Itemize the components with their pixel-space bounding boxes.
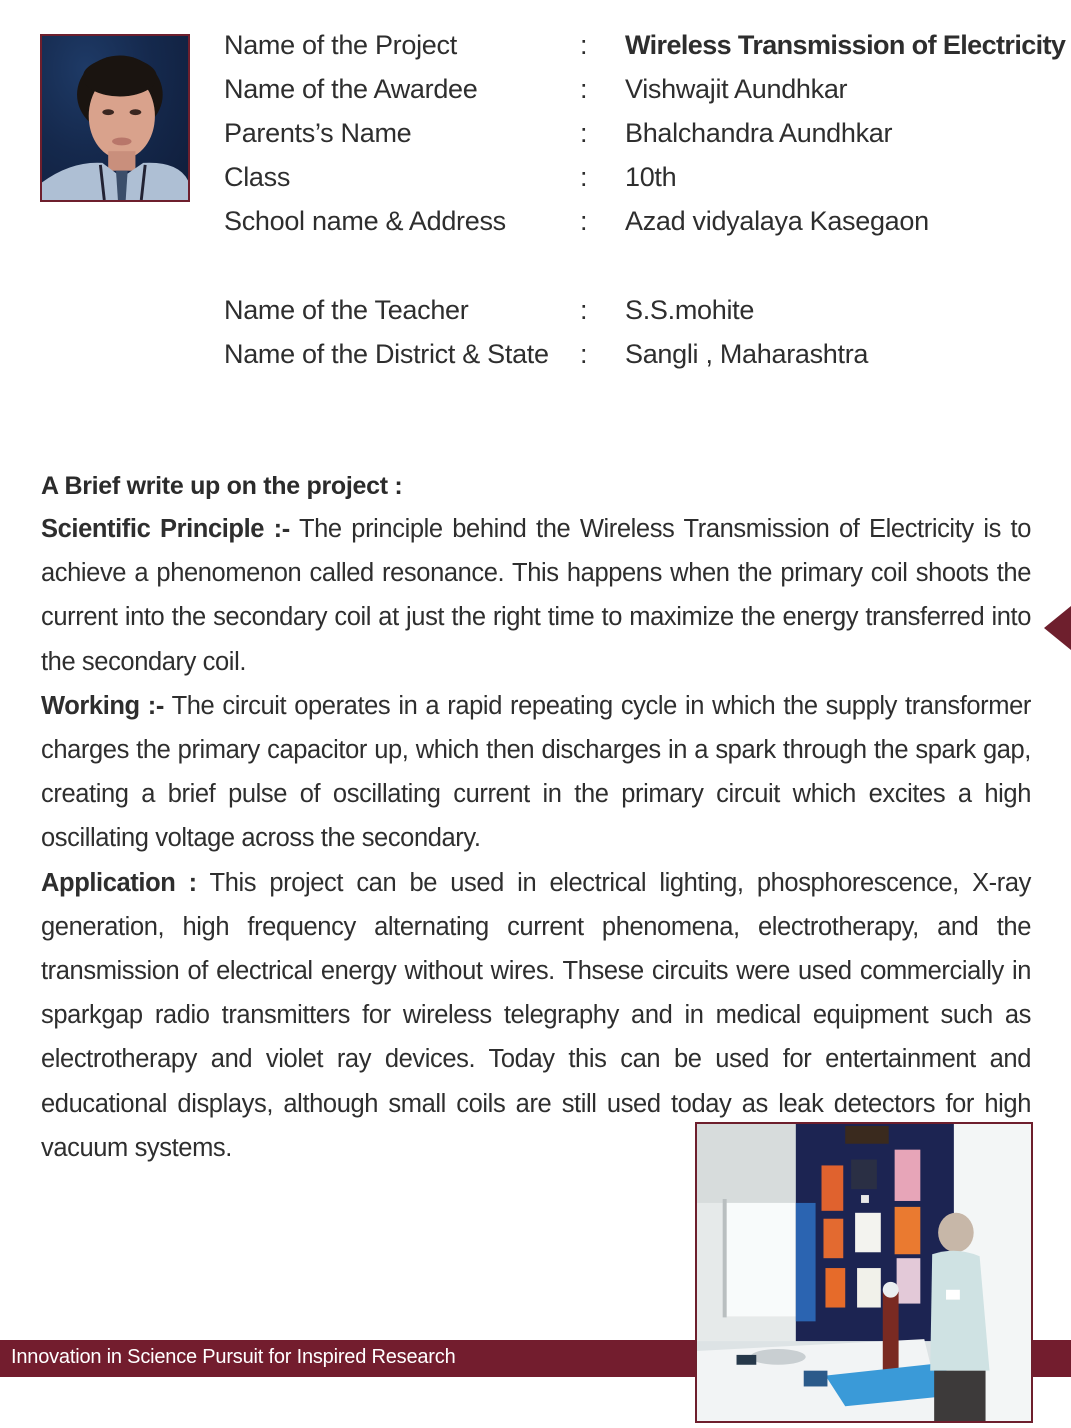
scientific-principle-paragraph — [41, 507, 1031, 684]
info-label: Class — [224, 162, 291, 192]
section-text: The circuit operates in a rapid repeating cycle in which the supply transformer charges the primary capacitor up, which then discharges in a spark through the spark gap, creating a brief pulse of oscillating current in the primary circuit which excites a high oscillating voltage across the secondary. — [41, 691, 1031, 853]
info-separator: : — [580, 118, 588, 148]
section-text: This project can be used in electrical lighting, phosphorescence, X-ray generation, high frequency alternating current phenomena, electrotherapy, and the transmission of electrical energy without wires. Thsese circuits were used commercially in sparkgap radio transmitters for wireless telegraphy and in medical equipment such as electrotherapy and violet ray devices. Today this can be used for entertainment and educational displays, although small coils are still used today as leak detectors for high vacuum systems. — [41, 868, 1031, 1162]
section-heading: Scientific Principle :- — [41, 515, 290, 543]
exhibit-image — [697, 1124, 1031, 1421]
project-brief — [41, 472, 1031, 1170]
info-separator: : — [580, 74, 588, 104]
info-label: Parents’s Name — [224, 118, 412, 148]
project-name-value: Wireless Transmission of Electricity — [625, 30, 1066, 60]
district-state-value: Sangli , Maharashtra — [625, 339, 869, 369]
info-separator: : — [580, 162, 588, 192]
awardee-name-value: Vishwajit Aundhkar — [625, 74, 848, 104]
project-exhibit-photo — [695, 1122, 1033, 1423]
info-separator: : — [580, 339, 588, 369]
parents-name-value: Bhalchandra Aundhkar — [625, 118, 893, 148]
info-separator: : — [580, 30, 588, 60]
section-text: The principle behind the Wireless Transmission of Electricity is to achieve a phenomenon called resonance. This happens when the primary coil shoots the current into the secondary coil at just the right time to maximize the energy transferred into the secondary coil. — [41, 515, 1031, 676]
footer-tagline: Innovation in Science Pursuit for Inspired Research — [11, 1346, 456, 1368]
info-separator: : — [580, 295, 588, 325]
info-label: Name of the Awardee — [224, 74, 478, 104]
class-value: 10th — [625, 162, 677, 192]
page-edge-triangle-marker — [1044, 606, 1071, 650]
school-value: Azad vidyalaya Kasegaon — [625, 206, 929, 236]
info-label: School name & Address — [224, 206, 506, 236]
portrait-image — [42, 36, 188, 200]
info-label: Name of the District & State — [224, 339, 549, 369]
section-heading: Working :- — [41, 691, 164, 720]
info-separator: : — [580, 206, 588, 236]
awardee-portrait-photo — [40, 34, 190, 202]
teacher-value: S.S.mohite — [625, 295, 755, 325]
info-label: Name of the Teacher — [224, 295, 469, 325]
info-label: Name of the Project — [224, 30, 457, 60]
working-paragraph — [41, 684, 1031, 861]
section-heading: Application : — [41, 868, 197, 897]
brief-title: A Brief write up on the project : — [41, 472, 403, 500]
